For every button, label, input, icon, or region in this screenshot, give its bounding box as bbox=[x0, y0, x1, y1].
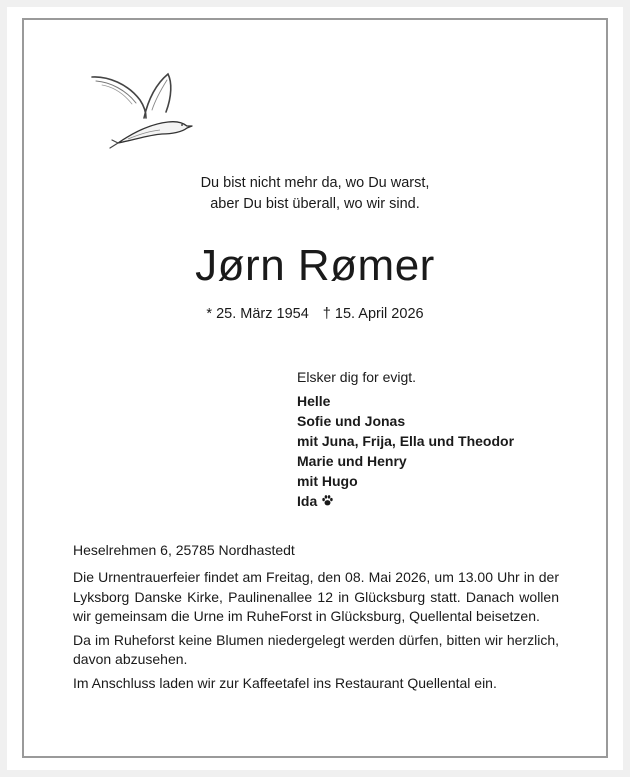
mourner: Marie und Henry bbox=[297, 453, 407, 469]
mourner: Helle bbox=[297, 393, 331, 409]
paw-icon bbox=[321, 494, 334, 507]
mourner: mit Hugo bbox=[297, 473, 358, 489]
mourner: mit Juna, Frija, Ella und Theodor bbox=[297, 433, 515, 449]
mourner: Ida bbox=[297, 493, 318, 509]
death-date: † 15. April 2026 bbox=[322, 306, 424, 322]
deceased-name: Jørn Rømer bbox=[195, 241, 435, 290]
mourners-list bbox=[297, 391, 514, 511]
flowers-notice: Da im Ruheforst keine Blumen niedergelegt werden dürfen, bitten wir herzlich, davon abzusehen. bbox=[73, 631, 559, 668]
mourner: Sofie und Jonas bbox=[297, 413, 406, 429]
farewell-line: Elsker dig for evigt. bbox=[297, 369, 417, 385]
reception-notice: Im Anschluss laden wir zur Kaffeetafel ins Restaurant Quellental ein. bbox=[73, 674, 497, 691]
life-dates bbox=[0, 304, 630, 324]
seagull-icon bbox=[88, 70, 194, 150]
notices bbox=[73, 568, 559, 698]
address: Heselrehmen 6, 25785 Nordhastedt bbox=[73, 542, 295, 558]
poem bbox=[0, 173, 630, 215]
ceremony-notice: Die Urnentrauerfeier findet am Freitag, den 08. Mai 2026, um 13.00 Uhr in der Lyksborg Danske Kirke, Paulinenallee 12 in Glücksburg statt. Danach wollen wir gemeinsam die Urne im RuheForst in Glücksburg, Quellental beisetzen. bbox=[73, 569, 559, 625]
birth-date: * 25. März 1954 bbox=[206, 306, 309, 322]
poem-line: Du bist nicht mehr da, wo Du warst, bbox=[200, 175, 430, 191]
poem-line: aber Du bist überall, wo wir sind. bbox=[210, 196, 420, 212]
mourner-with-pet bbox=[297, 491, 514, 511]
